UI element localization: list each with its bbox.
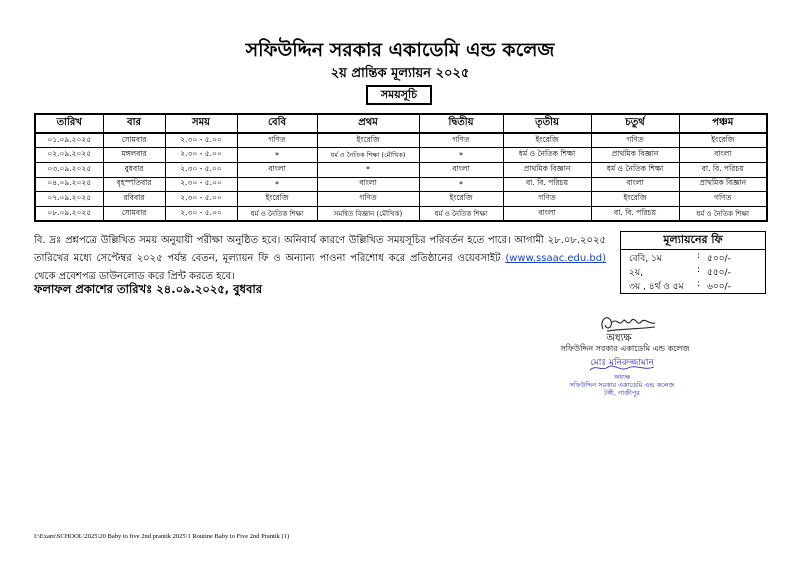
fee-row xyxy=(621,264,765,278)
table-cell: গণিত xyxy=(679,192,767,207)
table-cell: সোমবার xyxy=(103,206,165,221)
fee-colon: : xyxy=(697,265,701,275)
fee-colon: : xyxy=(697,251,701,261)
table-cell: গণিত xyxy=(419,133,503,148)
table-cell: রবিবার xyxy=(103,192,165,207)
routine-table xyxy=(34,113,768,222)
column-header: বেবি xyxy=(237,114,317,133)
table-cell: * xyxy=(419,148,503,163)
column-header: দ্বিতীয় xyxy=(419,114,503,133)
column-header: তারিখ xyxy=(35,114,103,133)
table-cell: ইংরেজি xyxy=(591,192,679,207)
exam-subtitle: ২য় প্রান্তিক মূল্যায়ন ২০২৫ xyxy=(330,66,470,81)
fee-row xyxy=(621,278,765,292)
table-cell: ইংরেজি xyxy=(679,133,767,148)
table-header-row xyxy=(35,114,767,133)
table-cell: গণিত xyxy=(503,192,591,207)
table-cell: গণিত xyxy=(591,133,679,148)
table-cell: ০৪.০৯.২০২৫ xyxy=(35,177,103,192)
table-cell: ০১.০৯.২০২৫ xyxy=(35,133,103,148)
table-row xyxy=(35,192,767,207)
table-row xyxy=(35,162,767,177)
table-cell: বাংলা xyxy=(591,177,679,192)
table-cell: ধর্ম ও নৈতিক শিক্ষা xyxy=(237,206,317,221)
table-cell: গণিত xyxy=(237,133,317,148)
column-header: পঞ্চম xyxy=(679,114,767,133)
table-cell: বা. বি. পরিচয় xyxy=(503,177,591,192)
signatory-college: সফিউদ্দিন সরকার একাডেমি এন্ড কলেজ xyxy=(560,344,690,353)
table-cell: ধর্ম ও নৈতিক শিক্ষা (মৌখিক) xyxy=(317,148,419,163)
college-title: সফিউদ্দিন সরকার একাডেমি এন্ড কলেজ xyxy=(245,39,555,61)
file-path-footer: I:\Exam\SCHOOL\2025\20 Baby to five 2nd prantik 2025\1 Routine Baby to Five 2nd Prantik (1) xyxy=(34,533,290,540)
fee-amount: ৫৫০/- xyxy=(707,268,731,278)
fee-amount: ৬০০/- xyxy=(707,282,731,292)
table-cell: প্রাথমিক বিজ্ঞান xyxy=(591,148,679,163)
seal-place: টঙ্গী, গাজীপুর xyxy=(604,389,640,397)
table-cell: প্রাথমিক বিজ্ঞান xyxy=(503,162,591,177)
table-cell: * xyxy=(317,162,419,177)
table-cell: সোমবার xyxy=(103,133,165,148)
seal-college: সফিউদ্দিন সরকার একাডেমি এন্ড কলেজ xyxy=(569,381,675,389)
principal-title: অধ্যক্ষ xyxy=(606,333,632,344)
column-header: বার xyxy=(103,114,165,133)
table-cell: * xyxy=(237,148,317,163)
table-cell: মঙ্গলবার xyxy=(103,148,165,163)
website-link[interactable]: (www.ssaac.edu.bd) xyxy=(505,253,606,264)
table-row xyxy=(35,177,767,192)
table-cell: * xyxy=(237,177,317,192)
table-cell: বাংলা xyxy=(419,162,503,177)
routine-label-box xyxy=(366,85,432,105)
table-cell: প্রাথমিক বিজ্ঞান xyxy=(679,177,767,192)
fee-box xyxy=(620,231,766,294)
table-cell: ইংরেজি xyxy=(419,192,503,207)
table-cell: ধর্ম ও নৈতিক শিক্ষা xyxy=(419,206,503,221)
table-cell: ২.৩০ - ৫.০০ xyxy=(165,206,237,221)
table-cell: ধর্ম ও নৈতিক শিক্ষা xyxy=(591,162,679,177)
seal-name: মোঃ মনিরুজ্জামান xyxy=(590,358,654,368)
result-date: ফলাফল প্রকাশের তারিখঃ ২৪.০৯.২০২৫, বুধবার xyxy=(34,282,263,296)
table-cell: বা. বি. পরিচয় xyxy=(679,162,767,177)
fee-classes: ২য়, xyxy=(629,268,644,278)
table-cell: ২.৩০ - ৫.০০ xyxy=(165,162,237,177)
table-cell: ০৭.০৯.২০২৫ xyxy=(35,192,103,207)
table-cell: ২.৩০ - ৫.০০ xyxy=(165,133,237,148)
fee-box-title: মূল্যায়নের ফি xyxy=(621,232,765,250)
table-cell: বৃহস্পতিবার xyxy=(103,177,165,192)
table-cell: ২.৩০ - ৫.০০ xyxy=(165,192,237,207)
table-cell: গণিত xyxy=(317,192,419,207)
table-cell: ০৩.০৯.২০২৫ xyxy=(35,162,103,177)
table-cell: ইংরেজি xyxy=(503,133,591,148)
seal-title: অধ্যক্ষ xyxy=(613,373,631,381)
table-cell: বাংলা xyxy=(237,162,317,177)
fee-row xyxy=(621,250,765,264)
column-header: প্রথম xyxy=(317,114,419,133)
table-row xyxy=(35,148,767,163)
table-cell: ০২.০৯.২০২৫ xyxy=(35,148,103,163)
table-cell: ০৮.০৯.২০২৫ xyxy=(35,206,103,221)
table-cell: সমন্বিত বিজ্ঞান (মৌখিক) xyxy=(317,206,419,221)
table-row xyxy=(35,133,767,148)
table-cell: ইংরেজি xyxy=(237,192,317,207)
table-cell: * xyxy=(419,177,503,192)
table-cell: ২.৩০ - ৫.০০ xyxy=(165,148,237,163)
table-cell: ইংরেজি xyxy=(317,133,419,148)
table-cell: বুধবার xyxy=(103,162,165,177)
notice-text-end: থেকে প্রবেশপত্র ডাউনলোড করে প্রিন্ট করতে হবে। xyxy=(34,271,235,282)
table-row xyxy=(35,206,767,221)
fee-colon: : xyxy=(697,279,701,289)
fee-classes: বেবি, ১ম xyxy=(629,254,662,264)
table-cell: ২.৩০ - ৫.০০ xyxy=(165,177,237,192)
column-header: সময় xyxy=(165,114,237,133)
table-cell: বাংলা xyxy=(679,148,767,163)
table-cell: ধর্ম ও নৈতিক শিক্ষা xyxy=(503,148,591,163)
notice-paragraph xyxy=(34,232,606,286)
table-cell: বা. বি. পরিচয় xyxy=(591,206,679,221)
fee-amount: ৫০০/- xyxy=(707,254,731,264)
table-cell: ধর্ম ও নৈতিক শিক্ষা xyxy=(679,206,767,221)
table-cell: বাংলা xyxy=(317,177,419,192)
routine-label: সময়সূচি xyxy=(380,87,418,101)
column-header: চতুর্থ xyxy=(591,114,679,133)
column-header: তৃতীয় xyxy=(503,114,591,133)
fee-classes: ৩য় , ৪র্থ ও ৫ম xyxy=(629,282,684,292)
notice-text: বি. দ্রঃ প্রশ্নপত্রে উল্লিখিত সময় অনুযায়ী পরীক্ষা অনুষ্ঠিত হবে। অনিবার্য কারণে উল্লিখিত সময়সূচির পরিবর্তন হতে পারে। আগামী ২৮.০৮.২০২৫ তারিখের মধ্যে সেপ্টেম্বর ২০২৫ পর্যন্ত বেতন, মূল্যায়ন ফি ও অন্যান্য পাওনা পরিশোধ করে প্রতিষ্ঠানের ওয়েবসাইট xyxy=(34,235,606,264)
table-cell: বাংলা xyxy=(503,206,591,221)
